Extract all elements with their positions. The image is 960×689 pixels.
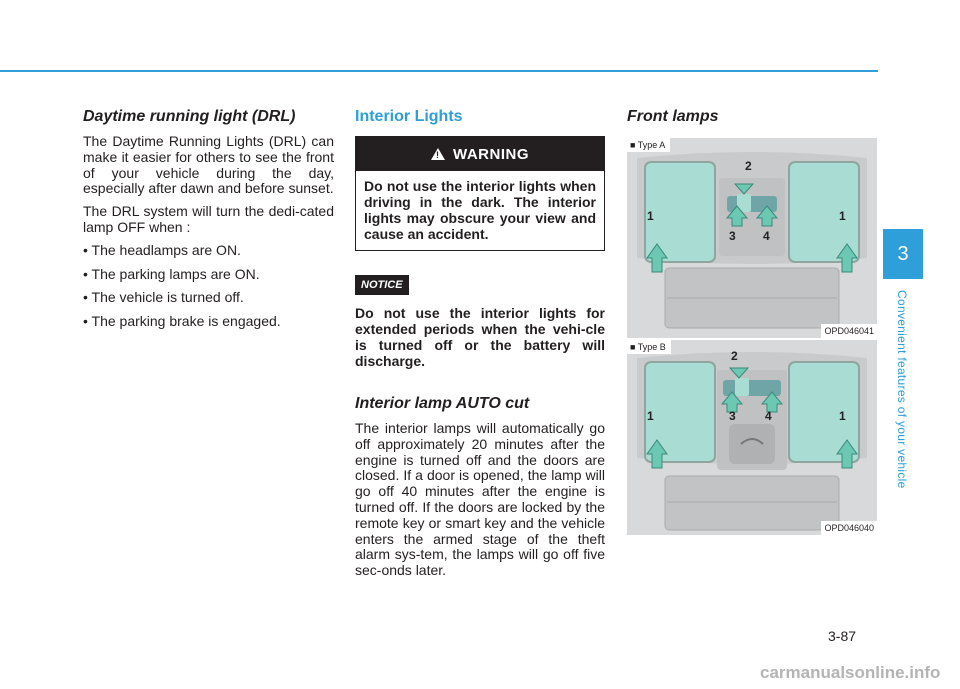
drl-section	[83, 108, 334, 338]
drl-para1: The Daytime Running Lights (DRL) can make it easier for others to see the front of your vehicle during the day, especially after dawn and before sunset.	[83, 133, 334, 197]
front-lamps-section	[627, 108, 877, 535]
list-item: • The vehicle is turned off.	[83, 289, 244, 306]
page-number: 3-87	[828, 628, 857, 644]
drl-bullets	[83, 243, 334, 330]
front-lamps-title: Front lamps	[627, 108, 719, 125]
list-item: • The parking lamps are ON.	[83, 265, 260, 282]
callout-4: 4	[763, 229, 770, 243]
watermark: carmanualsonline.info	[760, 663, 941, 682]
warning-icon: !	[431, 148, 445, 160]
callout-2: 2	[745, 159, 752, 173]
interior-title: Interior Lights	[355, 108, 463, 125]
callout-3: 3	[729, 229, 736, 243]
figure-type-a-code: OPD046041	[821, 324, 877, 338]
callout-1-left: 1	[647, 409, 654, 423]
warning-header	[356, 137, 604, 171]
figure-type-b	[627, 340, 877, 535]
callout-4: 4	[765, 409, 772, 423]
auto-cut-text: The interior lamps will automatically go off approximately 20 minutes after the engine is turned off and the doors are closed. If a door is opened, the lamp will go off 40 minutes after the engine is turned off. If the doors are locked by the remote key or smart key and the vehicle enters the armed stage of the theft alarm sys-tem, the lamps will go off five sec-onds later.	[355, 420, 605, 579]
warning-box	[355, 136, 605, 251]
drl-para2: The DRL system will turn the dedi-cated lamp OFF when :	[83, 203, 334, 235]
notice-badge: NOTICE	[355, 275, 409, 295]
warning-label: WARNING	[453, 145, 529, 163]
chapter-tab: 3	[883, 229, 923, 279]
warning-text: Do not use the interior lights when driving in the dark. The interior lights may obscure your view and cause an accident.	[364, 178, 596, 242]
overhead-console-illustration	[627, 340, 877, 535]
chapter-title: Convenient features of your vehicle	[895, 290, 909, 489]
callout-1-left: 1	[647, 209, 654, 223]
figure-type-b-code: OPD046040	[821, 521, 877, 535]
drl-title: Daytime running light (DRL)	[83, 108, 296, 125]
callout-1-right: 1	[839, 209, 846, 223]
callout-1-right: 1	[839, 409, 846, 423]
notice-text: Do not use the interior lights for extended periods when the vehi-cle is turned off or the battery will discharge.	[355, 305, 605, 369]
callout-2: 2	[731, 349, 738, 363]
figure-type-b-label: ■ Type B	[627, 340, 671, 354]
overhead-console-illustration	[627, 138, 877, 338]
interior-section	[355, 108, 605, 586]
top-rule	[0, 70, 878, 72]
figure-type-a-label: ■ Type A	[627, 138, 670, 152]
chapter-title-vertical	[880, 290, 926, 490]
callout-3: 3	[729, 409, 736, 423]
auto-cut-title: Interior lamp AUTO cut	[355, 395, 530, 412]
figure-type-a	[627, 138, 877, 338]
list-item: • The headlamps are ON.	[83, 241, 241, 258]
list-item: • The parking brake is engaged.	[83, 313, 281, 330]
